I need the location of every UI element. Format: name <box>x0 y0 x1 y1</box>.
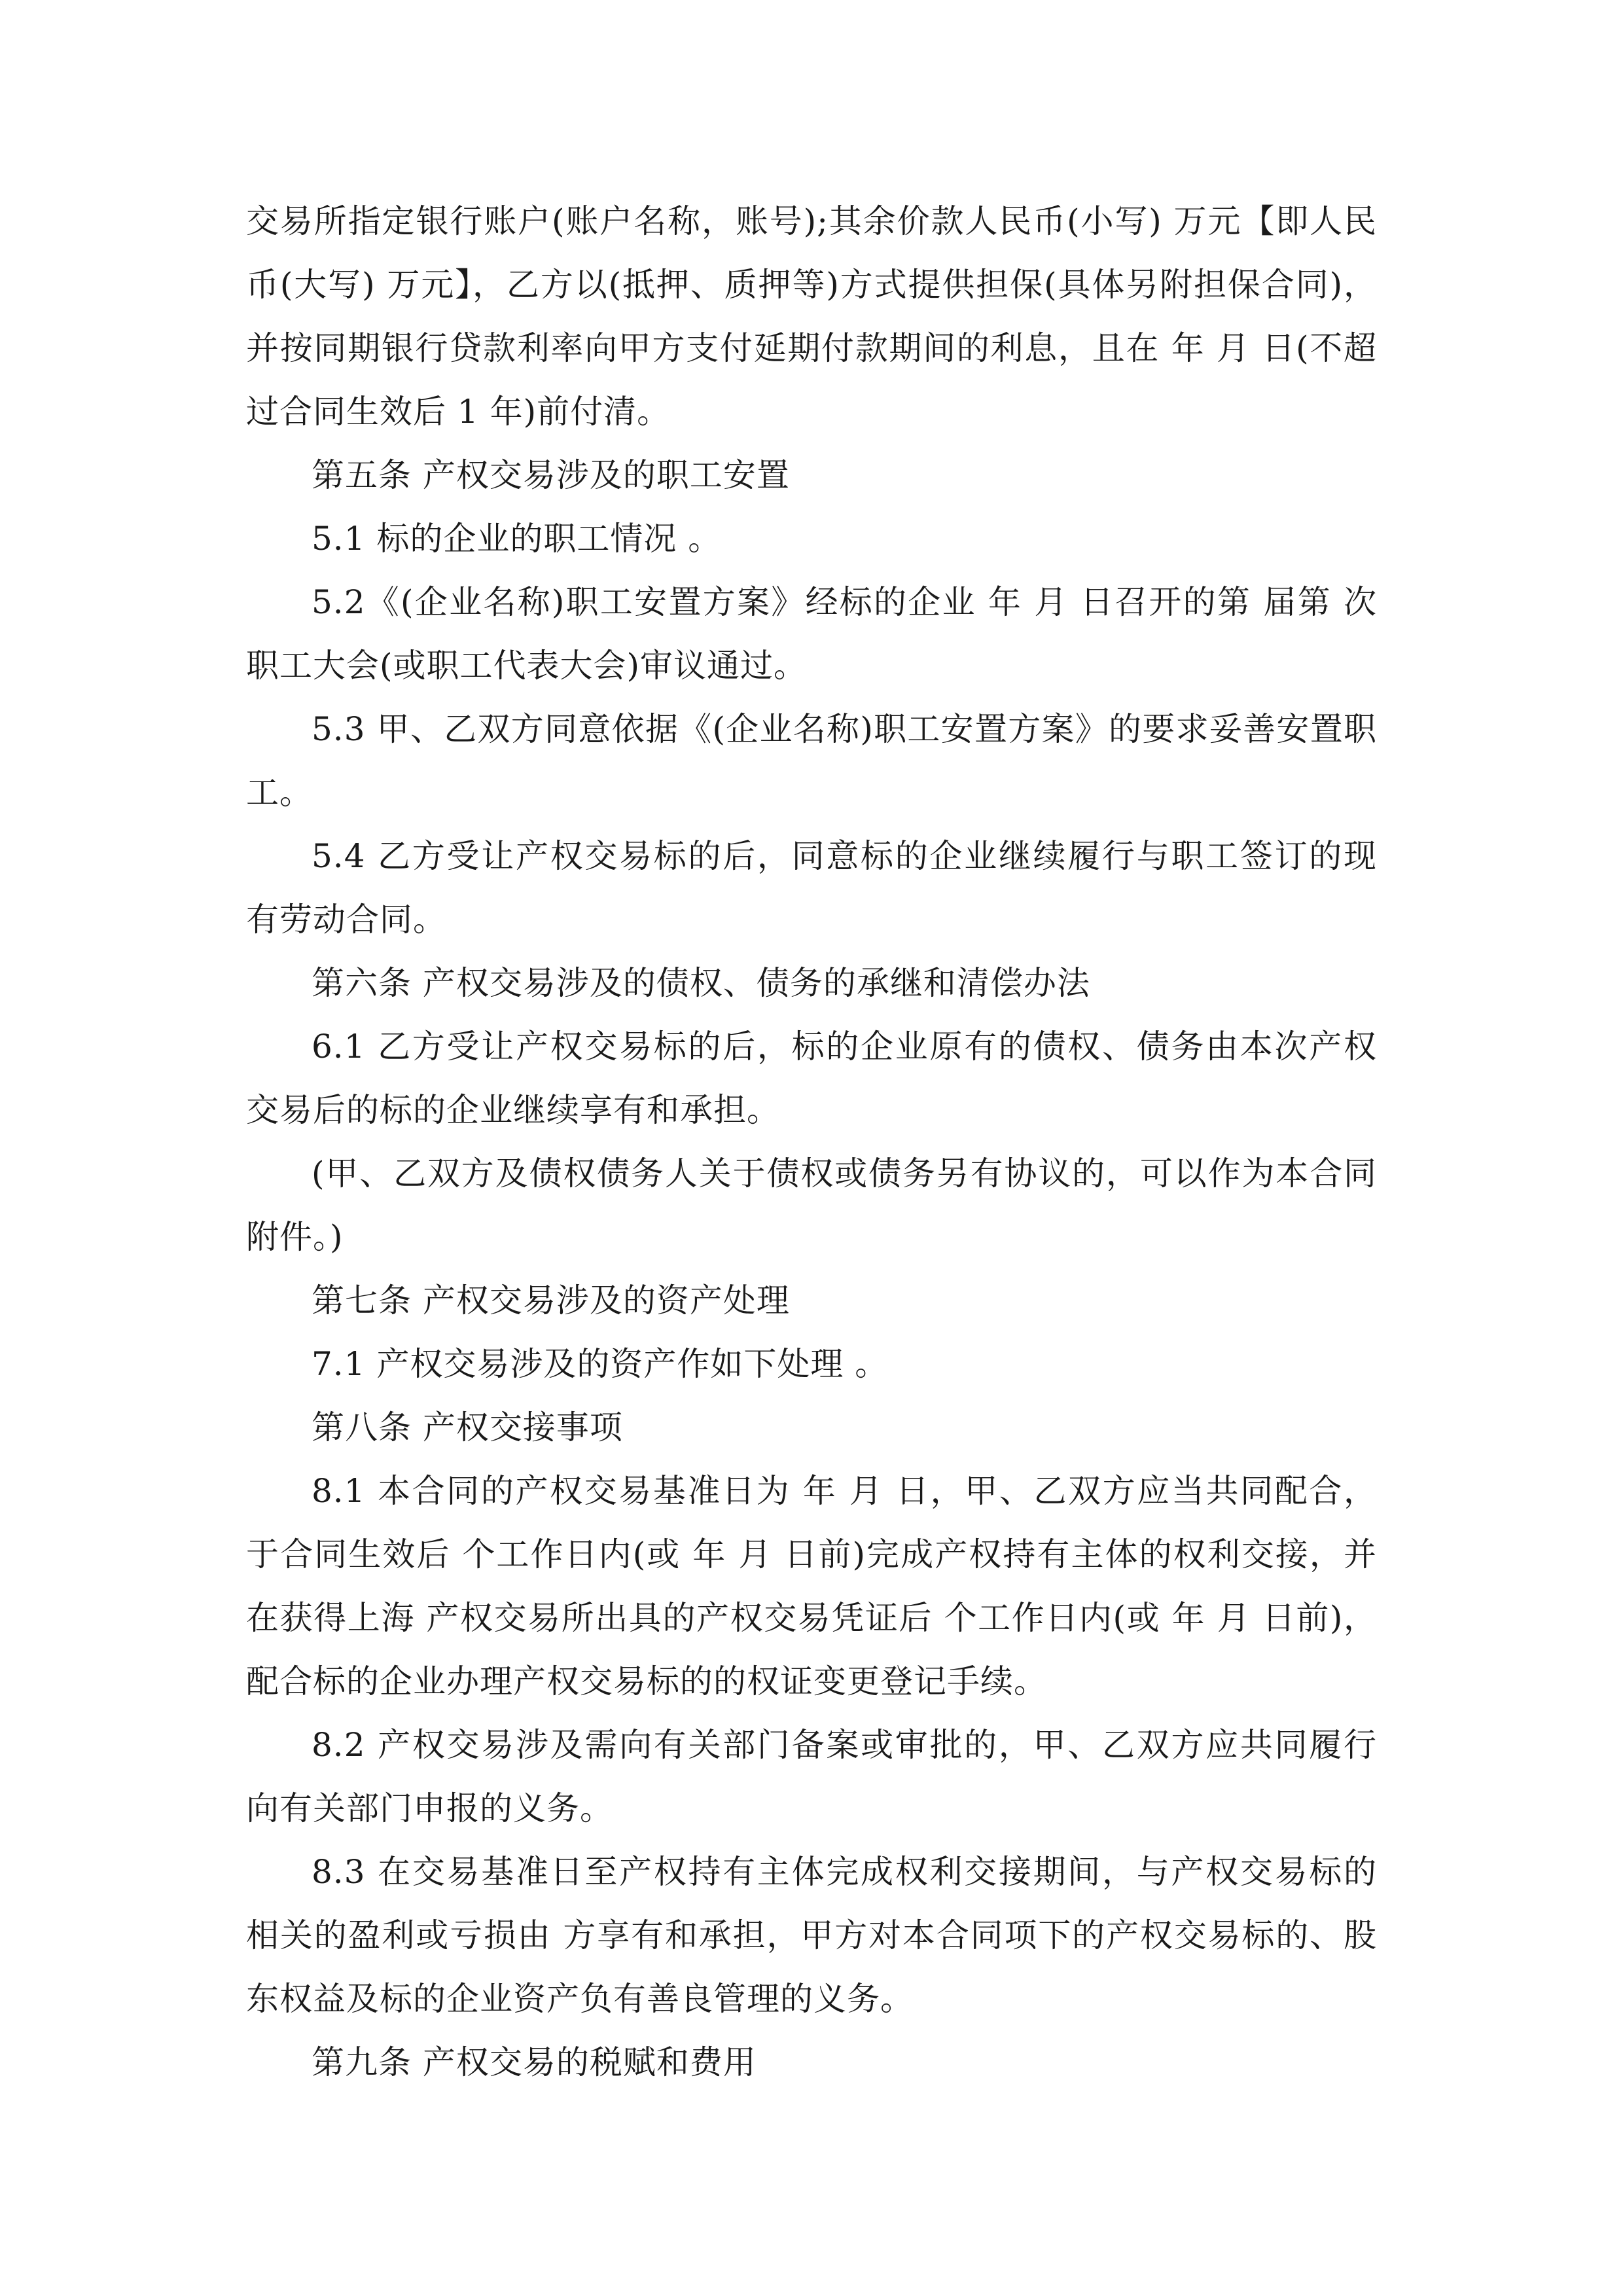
clause-8-1: 8.1 本合同的产权交易基准日为 年 月 日，甲、乙双方应当共同配合，于合同生效后 个工作日内(或 年 月 日前)完成产权持有主体的权利交接，并在获得上海 产权交易所出具的产权交易凭证后 个工作日内(或 年 月 日前)，配合标的企业办理产权交易标的的权证变更登记手续。 <box>246 1472 1377 1700</box>
clause-5-2: 5.2《(企业名称)职工安置方案》经标的企业 年 月 日召开的第 届第 次职工大会(或职工代表大会)审议通过。 <box>246 583 1377 685</box>
clause-6-1: 6.1 乙方受让产权交易标的后，标的企业原有的债权、债务由本次产权交易后的标的企业继续享有和承担。 <box>246 1028 1377 1129</box>
clause-6-note: (甲、乙双方及债权债务人关于债权或债务另有协议的，可以作为本合同附件。) <box>246 1155 1377 1256</box>
article-8-heading: 第八条 产权交接事项 <box>312 1408 623 1446</box>
clause-7-1: 7.1 产权交易涉及的资产作如下处理 。 <box>312 1345 889 1383</box>
article-7-heading: 第七条 产权交易涉及的资产处理 <box>312 1282 790 1319</box>
article-6-heading: 第六条 产权交易涉及的债权、债务的承继和清偿办法 <box>312 964 1090 1002</box>
paragraph-payment-terms: 交易所指定银行账户(账户名称，账号);其余价款人民币(小写) 万元【即人民币(大写) 万元】，乙方以(抵押、质押等)方式提供担保(具体另附担保合同)，并按同期银行贷款利率向甲方支付延期付款期间的利息，且在 年 月 日(不超过合同生效后 1 年)前付清。 <box>246 202 1377 431</box>
clause-8-3: 8.3 在交易基准日至产权持有主体完成权利交接期间，与产权交易标的相关的盈利或亏损由 方享有和承担，甲方对本合同项下的产权交易标的、股东权益及标的企业资产负有善良管理的义务。 <box>246 1853 1377 2018</box>
document-page <box>246 190 1377 2094</box>
article-5-heading: 第五条 产权交易涉及的职工安置 <box>312 456 790 494</box>
clause-8-2: 8.2 产权交易涉及需向有关部门备案或审批的，甲、乙双方应共同履行向有关部门申报的义务。 <box>246 1726 1377 1827</box>
clause-5-1: 5.1 标的企业的职工情况 。 <box>312 520 722 558</box>
clause-5-3: 5.3 甲、乙双方同意依据《(企业名称)职工安置方案》的要求妥善安置职工。 <box>246 710 1377 812</box>
article-9-heading: 第九条 产权交易的税赋和费用 <box>312 2043 757 2081</box>
clause-5-4: 5.4 乙方受让产权交易标的后，同意标的企业继续履行与职工签订的现有劳动合同。 <box>246 837 1377 939</box>
